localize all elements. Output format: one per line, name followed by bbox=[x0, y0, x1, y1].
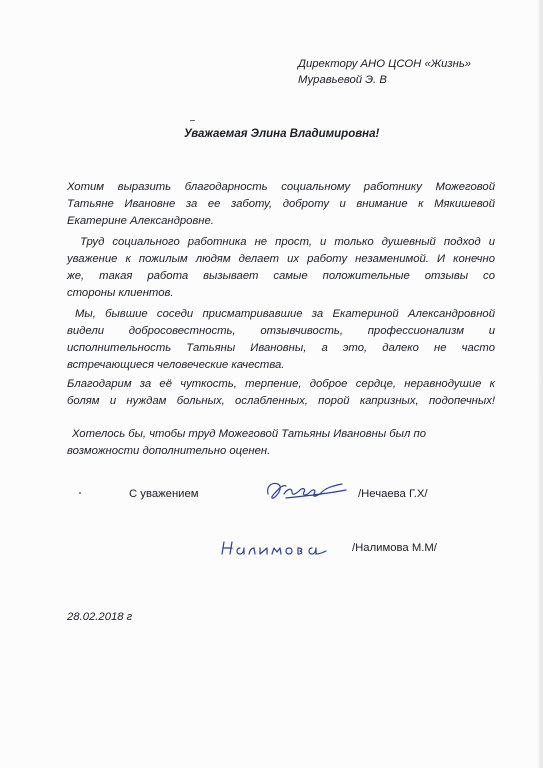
paragraph-1-line-2: Татьяне Ивановне за ее заботу, доброту и внимание к Мякишевой bbox=[67, 198, 495, 210]
scan-speck bbox=[79, 492, 81, 494]
paragraph-2-line-2: уважение к пожилым людям делает их работу незаменимой. И конечно bbox=[67, 253, 495, 265]
paragraph-4-line-1: Благодарим за её чуткость, терпение, доброе сердце, неравнодушие к bbox=[67, 378, 495, 390]
paragraph-4-line-2: болям и нуждам больных, ослабленных, порой капризных, подопечных! bbox=[67, 395, 495, 407]
closing-salutation: С уважением bbox=[129, 488, 199, 500]
paragraph-3-line-3: исполнительность Татьяны Ивановны, а это, далеко не часто bbox=[67, 342, 495, 354]
paragraph-3-line-1: Мы, бывшие соседи присматривавшие за Екатериной Александровной bbox=[75, 308, 495, 320]
addressee-line-1: Директору АНО ЦСОН «Жизнь» bbox=[298, 58, 472, 70]
letter-date: 28.02.2018 г bbox=[67, 611, 133, 623]
paragraph-5-line-1: Хотелось бы, чтобы труд Можеговой Татьяны Ивановны был по bbox=[72, 428, 426, 440]
paragraph-5-line-2: возможности дополнительно оценен. bbox=[67, 445, 271, 457]
signatory-2-name: /Налимова М.М/ bbox=[352, 542, 437, 554]
paragraph-3-line-2: видели добросовестность, отзывчивость, профессионализм и bbox=[67, 325, 495, 337]
scan-edge-shadow bbox=[538, 0, 543, 768]
handwritten-signature-2 bbox=[218, 536, 330, 560]
paragraph-1-line-3: Екатерине Александровне. bbox=[67, 215, 214, 227]
paragraph-2-line-1: Труд социального работника не прост, и только душевный подход и bbox=[80, 236, 495, 248]
paragraph-3-line-4: встречающиеся человеческие качества. bbox=[67, 359, 285, 371]
paragraph-1-line-1: Хотим выразить благодарность социальному работнику Можеговой bbox=[67, 181, 495, 193]
paragraph-2-line-4: стороны клиентов. bbox=[67, 287, 174, 299]
scan-speck bbox=[190, 120, 195, 121]
paragraph-2-line-3: же, такая работа вызывает самые положительные отзывы со bbox=[67, 270, 495, 282]
addressee-line-2: Муравьевой Э. В bbox=[298, 74, 387, 86]
signatory-1-name: /Нечаева Г.Х/ bbox=[358, 488, 428, 500]
greeting: Уважаемая Элина Владимировна! bbox=[184, 128, 380, 140]
handwritten-signature-1 bbox=[262, 476, 352, 506]
